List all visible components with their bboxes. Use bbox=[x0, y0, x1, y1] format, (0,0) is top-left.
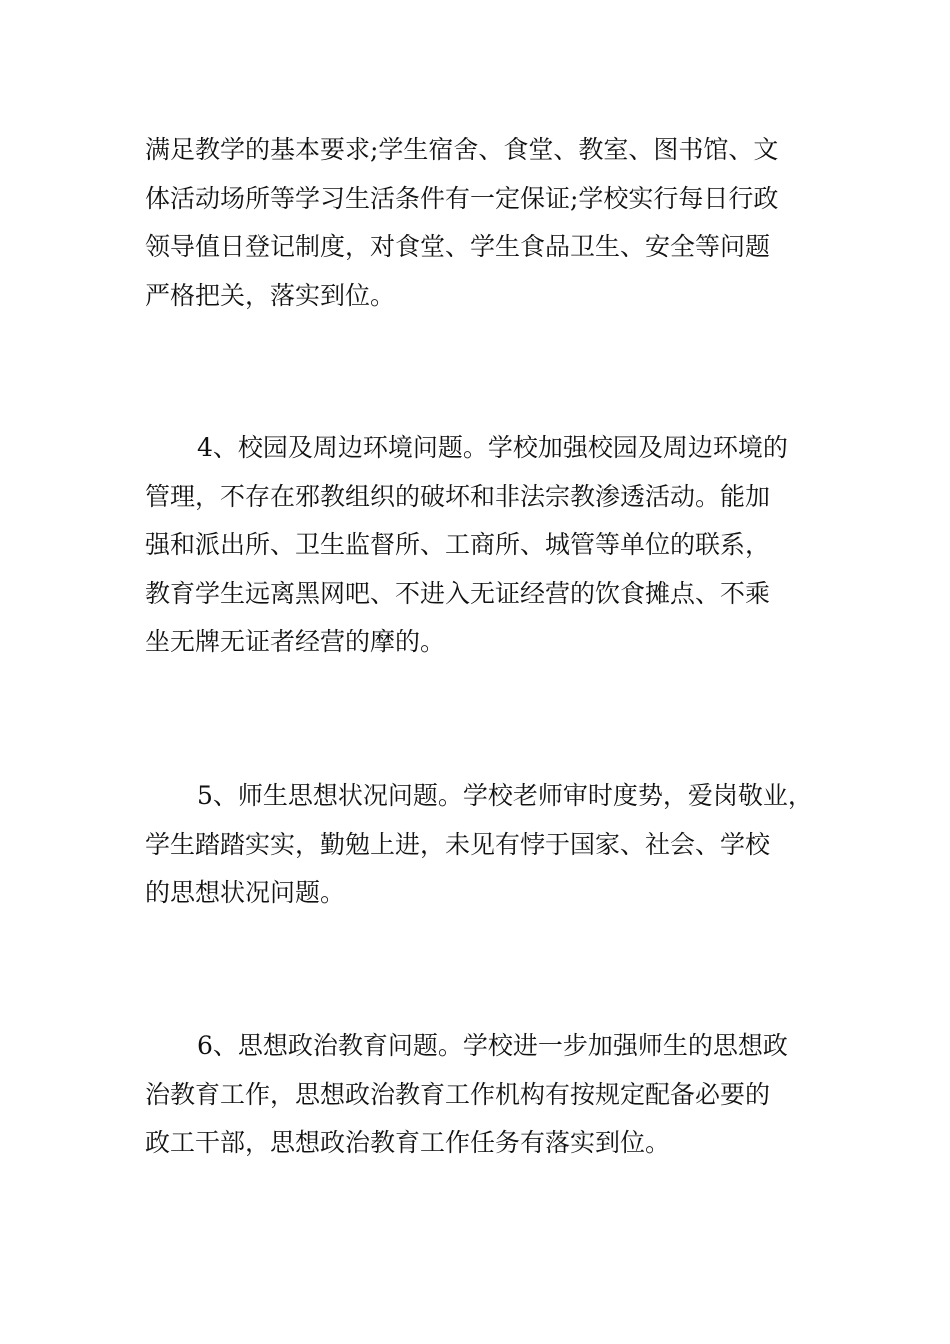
text-line: 管理，不存在邪教组织的破坏和非法宗教渗透活动。能加 bbox=[145, 481, 771, 511]
text-line: 政工干部，思想政治教育工作任务有落实到位。 bbox=[145, 1128, 671, 1157]
paragraph-school-conditions bbox=[145, 126, 825, 320]
text-line: 的思想状况问题。 bbox=[145, 878, 346, 907]
text-line: 严格把关，落实到位。 bbox=[145, 280, 396, 310]
paragraph-ideological-status bbox=[145, 772, 825, 918]
text-line: 学生踏踏实实，勤勉上进，未见有悖于国家、社会、学校 bbox=[145, 829, 771, 859]
paragraph-campus-environment bbox=[145, 424, 825, 667]
text-line: 强和派出所、卫生监督所、工商所、城管等单位的联系， bbox=[145, 530, 771, 559]
text-line: 领导值日登记制度，对食堂、学生食品卫生、安全等问题 bbox=[145, 232, 771, 261]
paragraph-political-education bbox=[145, 1022, 825, 1168]
text-line: 5、师生思想状况问题。学校老师审时度势，爱岗敬业， bbox=[197, 781, 813, 810]
text-line: 教育学生远离黑网吧、不进入无证经营的饮食摊点、不乘 bbox=[145, 578, 771, 608]
text-line: 体活动场所等学习生活条件有一定保证;学校实行每日行政 bbox=[145, 183, 779, 213]
text-line: 坐无牌无证者经营的摩的。 bbox=[145, 627, 446, 656]
text-line: 6、思想政治教育问题。学校进一步加强师生的思想政 bbox=[197, 1031, 788, 1060]
text-line: 4、校园及周边环境问题。学校加强校园及周边环境的 bbox=[197, 433, 788, 462]
text-line: 满足教学的基本要求;学生宿舍、食堂、教室、图书馆、文 bbox=[145, 135, 779, 164]
text-line: 治教育工作，思想政治教育工作机构有按规定配备必要的 bbox=[145, 1079, 771, 1109]
